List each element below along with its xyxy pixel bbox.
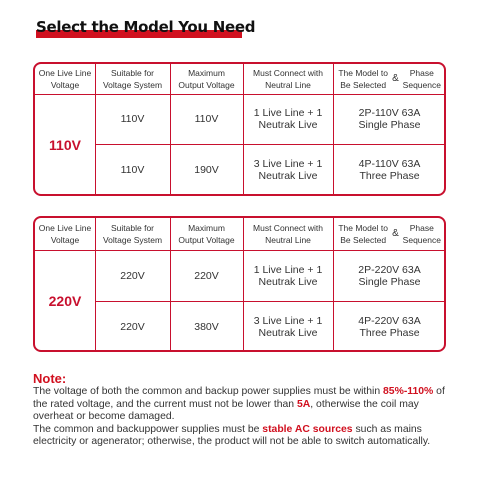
model-text: 2P-220V 63A	[358, 263, 421, 276]
phase-text: Single Phase	[358, 119, 421, 131]
note-body	[33, 386, 453, 449]
voltage-label: 110V	[49, 137, 81, 153]
header-one-live-line-voltage: One Live Line Voltage	[38, 223, 92, 245]
phase-text: Single Phase	[358, 275, 421, 288]
cell-model	[333, 301, 446, 352]
cell-system: 220V	[120, 320, 145, 333]
header-phase: Phase Sequence	[402, 68, 441, 90]
cell-system: 110V	[120, 164, 145, 176]
page-title: Select the Model You Need	[36, 18, 256, 36]
cell-output: 220V	[194, 269, 219, 282]
phase-text: Three Phase	[359, 170, 420, 182]
model-text: 4P-110V 63A	[358, 158, 421, 170]
header-ampersand: &	[392, 228, 399, 239]
header-ampersand: &	[392, 73, 399, 84]
cell-connect: 3 Live Line + 1 Neutrak Live	[253, 158, 323, 182]
header-max-output: Maximum Output Voltage	[178, 223, 235, 245]
cell-system: 110V	[120, 113, 145, 125]
header-neutral-line: Must Connect with Neutral Line	[253, 223, 323, 245]
model-text: 4P-220V 63A	[358, 314, 421, 327]
cell-system: 220V	[120, 269, 145, 282]
header-phase: Phase Sequence	[402, 223, 441, 245]
header-voltage-system: Suitable for Voltage System	[102, 223, 163, 245]
header-model-phase	[333, 218, 446, 250]
cell-model	[333, 250, 446, 301]
cell-connect: 3 Live Line + 1 Neutrak Live	[253, 314, 323, 339]
note-paragraph-1	[33, 386, 453, 424]
note-text: The voltage of both the common and backup power supplies must be within	[33, 386, 384, 397]
title-block	[36, 18, 255, 36]
note-highlight: stable AC sources	[262, 423, 353, 435]
cell-output: 190V	[194, 164, 219, 176]
header-model: The Model to Be Selected	[338, 68, 388, 90]
header-model-phase	[333, 64, 446, 94]
cell-output: 380V	[194, 320, 219, 333]
model-text: 2P-110V 63A	[358, 107, 421, 119]
cell-connect: 1 Live Line + 1 Neutrak Live	[253, 263, 323, 288]
phase-text: Three Phase	[359, 326, 420, 339]
note-text: such as mains electricity or agenerator; otherwise, the product will not be able to switch automatically.	[33, 423, 431, 448]
header-max-output: Maximum Output Voltage	[178, 68, 235, 90]
cell-connect: 1 Live Line + 1 Neutrak Live	[253, 107, 323, 131]
voltage-label: 220V	[48, 293, 82, 309]
cell-model	[333, 144, 446, 196]
header-one-live-line-voltage: One Live Line Voltage	[38, 68, 92, 90]
note-highlight: 85%-110%	[383, 386, 434, 397]
note-highlight: 5A	[296, 398, 311, 410]
note-text: of the rated voltage, and the current must not be lower than	[33, 386, 445, 410]
cell-output: 110V	[194, 113, 219, 125]
model-table-220v	[33, 216, 446, 352]
note-heading: Note:	[33, 371, 67, 386]
header-model: The Model to Be Selected	[338, 223, 388, 245]
model-table-110v	[33, 62, 446, 196]
note-text: The common and backuppower supplies must be	[33, 423, 263, 435]
note-paragraph-2	[33, 424, 453, 449]
header-voltage-system: Suitable for Voltage System	[102, 68, 163, 90]
header-neutral-line: Must Connect with Neutral Line	[253, 68, 323, 90]
note-text: , otherwise the coil may overheat or become damaged.	[33, 398, 419, 423]
cell-model	[333, 94, 446, 144]
